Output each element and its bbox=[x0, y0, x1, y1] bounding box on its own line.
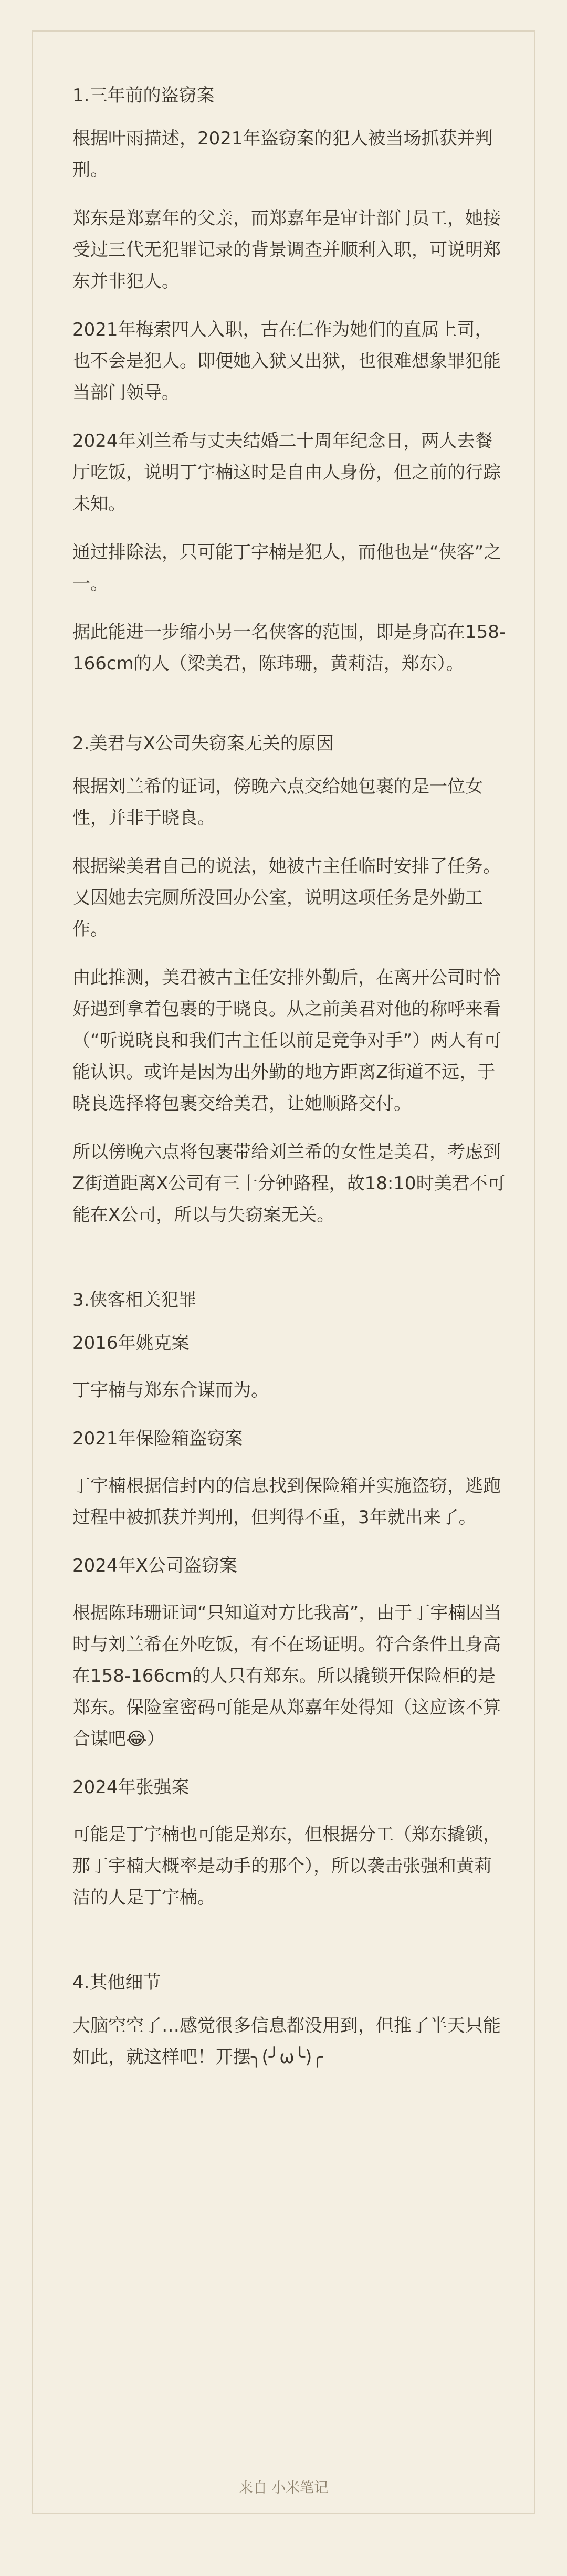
paragraph: 通过排除法，只可能丁宇楠是犯人，而他也是“侠客”之一。 bbox=[72, 542, 502, 594]
paragraph: 所以傍晚六点将包裹带给刘兰希的女性是美君，考虑到Z街道距离X公司有三十分钟路程，故18:10时美君不可能在X公司，所以与失窃案无关。 bbox=[72, 1142, 506, 1226]
case-title: 2016年姚克案 bbox=[72, 1333, 190, 1354]
case-text: 丁宇楠与郑东合谋而为。 bbox=[72, 1380, 269, 1401]
paragraph: 2024年刘兰希与丈夫结婚二十周年纪念日，两人去餐厅吃饭，说明丁宇楠这时是自由人身份，但之前的行踪未知。 bbox=[72, 431, 501, 515]
case-title: 2021年保险箱盗窃案 bbox=[72, 1428, 243, 1449]
case-title: 2024年X公司盗窃案 bbox=[72, 1555, 237, 1576]
section-1 bbox=[72, 80, 508, 679]
section-3 bbox=[72, 1284, 508, 1913]
paragraph: 2021年梅索四人入职，古在仁作为她们的直属上司，也不会是犯人。即便她入狱又出狱，也很难想象罪犯能当部门领导。 bbox=[72, 319, 501, 403]
section-title: 1.三年前的盗窃案 bbox=[72, 85, 215, 106]
paragraph: 据此能进一步缩小另一名侠客的范围，即是身高在158-166cm的人（梁美君，陈玮珊，黄莉洁，郑东）。 bbox=[72, 622, 506, 674]
case-text: 可能是丁宇楠也可能是郑东，但根据分工（郑东撬锁，那丁宇楠大概率是动手的那个），所以袭击张强和黄莉洁的人是丁宇楠。 bbox=[72, 1824, 501, 1908]
section-gap bbox=[72, 1930, 508, 1967]
section-title: 3.侠客相关犯罪 bbox=[72, 1290, 197, 1311]
section-title: 4.其他细节 bbox=[72, 1972, 161, 1993]
section-title: 2.美君与X公司失窃案无关的原因 bbox=[72, 733, 334, 754]
case-text: 丁宇楠根据信封内的信息找到保险箱并实施盗窃，逃跑过程中被抓获并判刑，但判得不重，3年就出来了。 bbox=[72, 1475, 501, 1528]
paragraph: 根据梁美君自己的说法，她被古主任临时安排了任务。又因她去完厕所没回办公室，说明这项任务是外勤工作。 bbox=[72, 856, 501, 940]
case-title: 2024年张强案 bbox=[72, 1777, 190, 1798]
paragraph: 大脑空空了…感觉很多信息都没用到，但推了半天只能如此，就这样吧！开摆╮(╯ω╰)╭ bbox=[72, 2015, 501, 2068]
section-2 bbox=[72, 728, 508, 1231]
section-4 bbox=[72, 1967, 508, 2073]
section-gap bbox=[72, 1248, 508, 1284]
section-gap bbox=[72, 696, 508, 728]
case-text: 根据陈玮珊证词“只知道对方比我高”，由于丁宇楠因当时与刘兰希在外吃饭，有不在场证明。符合条件且身高在158-166cm的人只有郑东。所以撬锁开保险柜的是郑东。保险室密码可能是从郑嘉年处得知（这应该不算合谋吧😂） bbox=[72, 1603, 502, 1750]
paragraph: 郑东是郑嘉年的父亲，而郑嘉年是审计部门员工，她接受过三代无犯罪记录的背景调查并顺利入职，可说明郑东并非犯人。 bbox=[72, 208, 501, 292]
paragraph: 根据叶雨描述，2021年盗窃案的犯人被当场抓获并判刑。 bbox=[72, 128, 493, 181]
note-content bbox=[72, 80, 508, 2090]
footer-source: 来自 小米笔记 bbox=[238, 2480, 329, 2496]
paragraph: 根据刘兰希的证词，傍晚六点交给她包裹的是一位女性，并非于晓良。 bbox=[72, 776, 483, 829]
paragraph: 由此推测，美君被古主任安排外勤后，在离开公司时恰好遇到拿着包裹的于晓良。从之前美君对他的称呼来看（“听说晓良和我们古主任以前是竞争对手”）两人有可能认识。或许是因为出外勤的地方距离Z街道不远，于晓良选择将包裹交给美君，让她顺路交付。 bbox=[72, 967, 502, 1114]
